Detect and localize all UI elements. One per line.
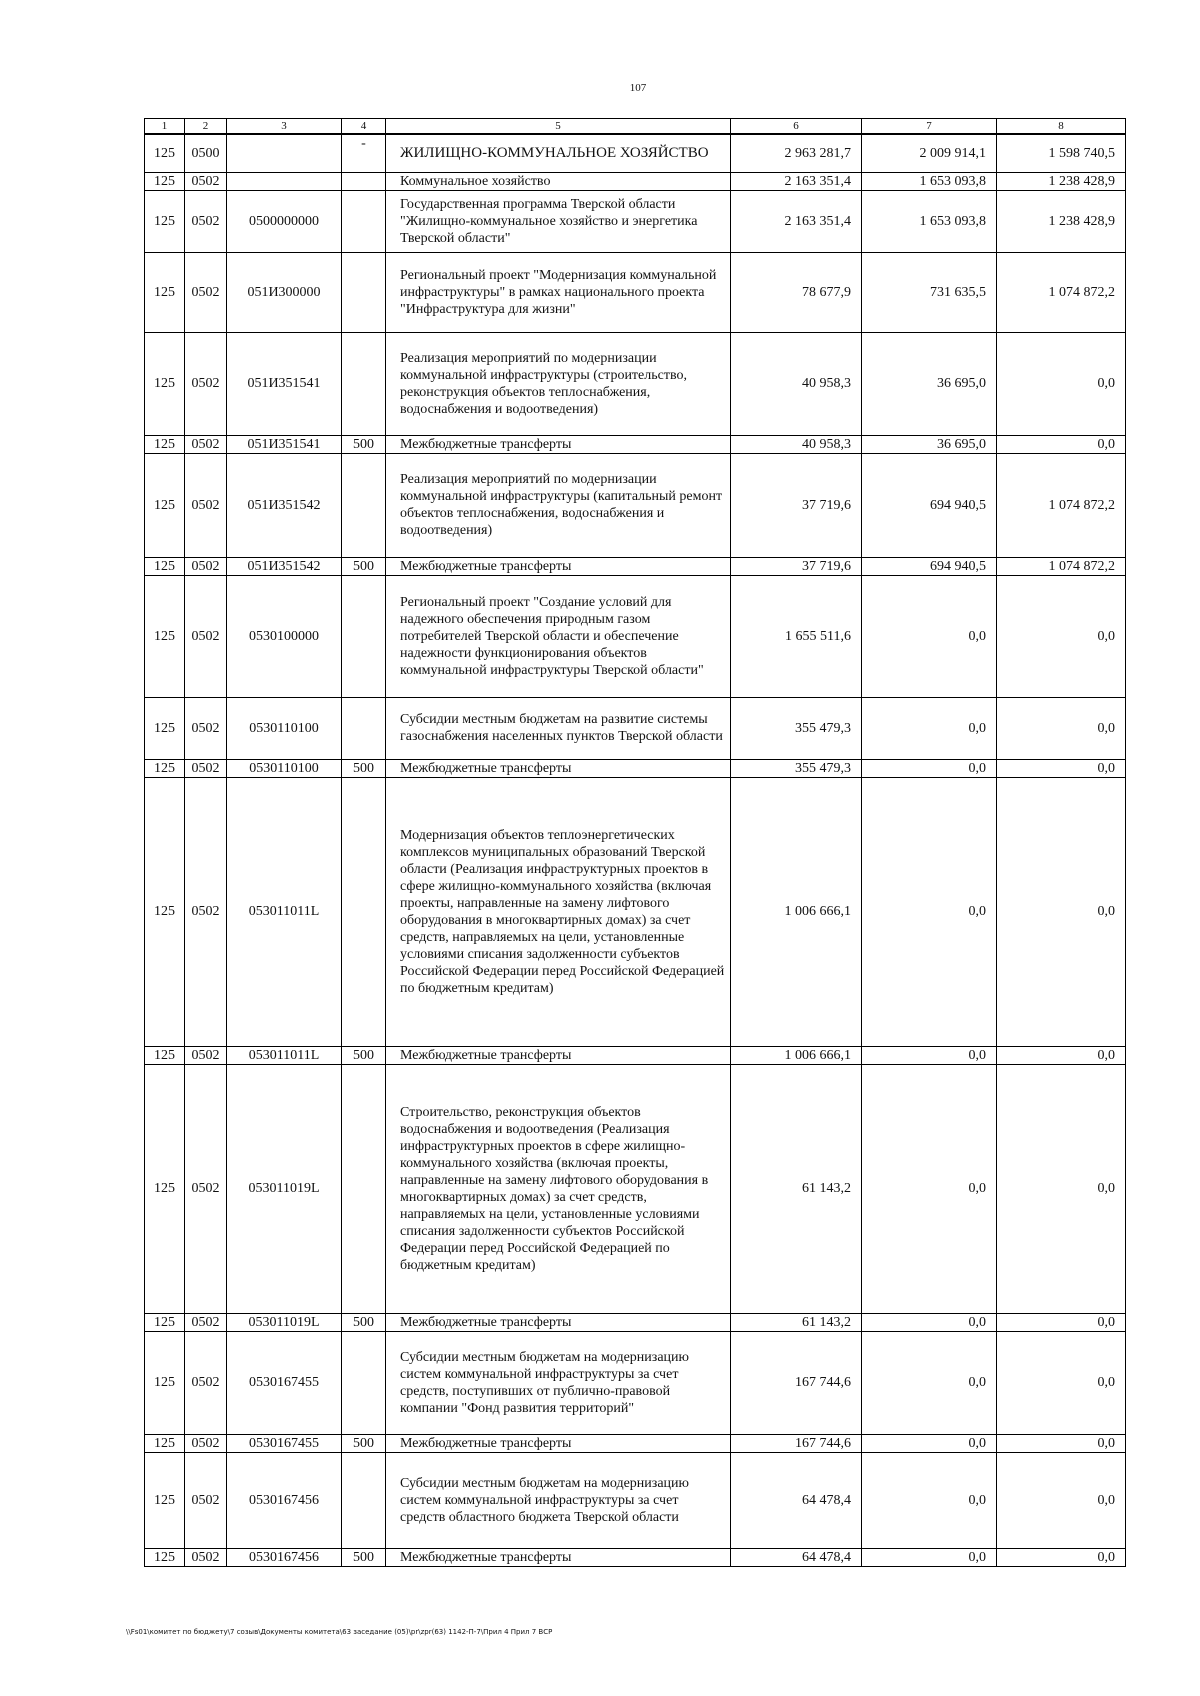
target-code-cell: 0530100000 xyxy=(227,575,342,697)
admin-code-cell: 125 xyxy=(145,172,185,190)
expense-type-cell: 500 xyxy=(342,435,386,453)
expense-type-cell: - xyxy=(342,134,386,172)
amount-year1-cell: 64 478,4 xyxy=(731,1452,862,1548)
amount-year3-cell: 1 074 872,2 xyxy=(997,453,1126,557)
amount-year1-cell: 40 958,3 xyxy=(731,332,862,435)
section-code-cell: 0502 xyxy=(185,1434,227,1452)
amount-year2-cell: 0,0 xyxy=(862,575,997,697)
item-name-cell: Коммунальное хозяйство xyxy=(386,172,731,190)
admin-code-cell: 125 xyxy=(145,1046,185,1064)
expense-type-cell: 500 xyxy=(342,557,386,575)
amount-year2-cell: 36 695,0 xyxy=(862,435,997,453)
table-row xyxy=(145,453,1126,557)
table-row xyxy=(145,1452,1126,1548)
amount-year1-cell: 78 677,9 xyxy=(731,252,862,332)
expense-type-cell xyxy=(342,777,386,1046)
amount-year3-cell: 0,0 xyxy=(997,575,1126,697)
amount-year3-cell: 0,0 xyxy=(997,1331,1126,1434)
target-code-cell: 051И351542 xyxy=(227,557,342,575)
item-name-cell: Межбюджетные трансферты xyxy=(386,1434,731,1452)
amount-year3-cell: 0,0 xyxy=(997,777,1126,1046)
admin-code-cell: 125 xyxy=(145,252,185,332)
amount-year1-cell: 2 163 351,4 xyxy=(731,190,862,252)
expense-type-cell: 500 xyxy=(342,1046,386,1064)
expense-type-cell: 500 xyxy=(342,1548,386,1566)
amount-year3-cell: 1 238 428,9 xyxy=(997,172,1126,190)
amount-year3-cell: 1 598 740,5 xyxy=(997,134,1126,172)
section-code-cell: 0502 xyxy=(185,697,227,759)
amount-year3-cell: 0,0 xyxy=(997,332,1126,435)
amount-year2-cell: 0,0 xyxy=(862,1452,997,1548)
table-row xyxy=(145,1046,1126,1064)
amount-year1-cell: 37 719,6 xyxy=(731,453,862,557)
item-name-cell: Субсидии местным бюджетам на модернизацию систем коммунальной инфраструктуры за счет средств областного бюджета Тверской области xyxy=(386,1452,731,1548)
expense-type-cell xyxy=(342,453,386,557)
expense-type-cell xyxy=(342,1064,386,1313)
table-row xyxy=(145,332,1126,435)
amount-year1-cell: 2 163 351,4 xyxy=(731,172,862,190)
amount-year1-cell: 1 006 666,1 xyxy=(731,777,862,1046)
target-code-cell: 053011011L xyxy=(227,777,342,1046)
amount-year1-cell: 1 655 511,6 xyxy=(731,575,862,697)
section-code-cell: 0502 xyxy=(185,1452,227,1548)
amount-year2-cell: 0,0 xyxy=(862,1548,997,1566)
amount-year2-cell: 694 940,5 xyxy=(862,557,997,575)
amount-year3-cell: 0,0 xyxy=(997,1046,1126,1064)
target-code-cell: 051И351541 xyxy=(227,332,342,435)
amount-year1-cell: 61 143,2 xyxy=(731,1064,862,1313)
item-name-cell: Межбюджетные трансферты xyxy=(386,1548,731,1566)
admin-code-cell: 125 xyxy=(145,453,185,557)
amount-year2-cell: 0,0 xyxy=(862,697,997,759)
expense-type-cell xyxy=(342,575,386,697)
table-row xyxy=(145,777,1126,1046)
section-code-cell: 0502 xyxy=(185,190,227,252)
column-header: 6 xyxy=(731,119,862,135)
section-code-cell: 0500 xyxy=(185,134,227,172)
amount-year1-cell: 355 479,3 xyxy=(731,697,862,759)
admin-code-cell: 125 xyxy=(145,435,185,453)
amount-year1-cell: 37 719,6 xyxy=(731,557,862,575)
admin-code-cell: 125 xyxy=(145,134,185,172)
expense-type-cell xyxy=(342,332,386,435)
admin-code-cell: 125 xyxy=(145,1452,185,1548)
expense-type-cell xyxy=(342,190,386,252)
section-code-cell: 0502 xyxy=(185,1548,227,1566)
amount-year3-cell: 0,0 xyxy=(997,1313,1126,1331)
table-row xyxy=(145,252,1126,332)
admin-code-cell: 125 xyxy=(145,759,185,777)
amount-year1-cell: 167 744,6 xyxy=(731,1331,862,1434)
amount-year1-cell: 64 478,4 xyxy=(731,1548,862,1566)
amount-year1-cell: 2 963 281,7 xyxy=(731,134,862,172)
expense-type-cell xyxy=(342,172,386,190)
admin-code-cell: 125 xyxy=(145,1313,185,1331)
item-name-cell: Субсидии местным бюджетам на развитие системы газоснабжения населенных пунктов Тверской области xyxy=(386,697,731,759)
expense-type-cell xyxy=(342,252,386,332)
admin-code-cell: 125 xyxy=(145,557,185,575)
amount-year2-cell: 0,0 xyxy=(862,759,997,777)
column-header: 7 xyxy=(862,119,997,135)
item-name-cell: Межбюджетные трансферты xyxy=(386,1046,731,1064)
target-code-cell xyxy=(227,134,342,172)
section-code-cell: 0502 xyxy=(185,1313,227,1331)
item-name-cell: Государственная программа Тверской области "Жилищно-коммунальное хозяйство и энергетика Тверской области" xyxy=(386,190,731,252)
target-code-cell: 0530167456 xyxy=(227,1548,342,1566)
admin-code-cell: 125 xyxy=(145,697,185,759)
target-code-cell: 0500000000 xyxy=(227,190,342,252)
item-name-cell: Реализация мероприятий по модернизации коммунальной инфраструктуры (строительство, реконструкция объектов теплоснабжения, водоснабжения и водоотведения) xyxy=(386,332,731,435)
expense-type-cell: 500 xyxy=(342,759,386,777)
item-name-cell: Межбюджетные трансферты xyxy=(386,557,731,575)
item-name-cell: ЖИЛИЩНО-КОММУНАЛЬНОЕ ХОЗЯЙСТВО xyxy=(386,134,731,172)
column-header: 3 xyxy=(227,119,342,135)
amount-year3-cell: 0,0 xyxy=(997,759,1126,777)
admin-code-cell: 125 xyxy=(145,1548,185,1566)
amount-year2-cell: 0,0 xyxy=(862,1064,997,1313)
page-number: 107 xyxy=(629,82,647,94)
section-code-cell: 0502 xyxy=(185,1064,227,1313)
table-row xyxy=(145,1548,1126,1566)
item-name-cell: Межбюджетные трансферты xyxy=(386,435,731,453)
target-code-cell: 051И351541 xyxy=(227,435,342,453)
target-code-cell: 051И300000 xyxy=(227,252,342,332)
amount-year3-cell: 0,0 xyxy=(997,697,1126,759)
admin-code-cell: 125 xyxy=(145,1331,185,1434)
amount-year3-cell: 0,0 xyxy=(997,1452,1126,1548)
expense-type-cell: 500 xyxy=(342,1313,386,1331)
expense-type-cell xyxy=(342,697,386,759)
amount-year3-cell: 0,0 xyxy=(997,1434,1126,1452)
amount-year2-cell: 0,0 xyxy=(862,1313,997,1331)
section-code-cell: 0502 xyxy=(185,1331,227,1434)
item-name-cell: Строительство, реконструкция объектов водоснабжения и водоотведения (Реализация инфраструктурных проектов в сфере жилищно-коммунального хозяйства (включая проекты, направленные на замену лифтового оборудования в многоквартирных домах) за счет средств, направляемых на цели, установленные условиями списания задолженности субъектов Российской Федерации перед Российской Федерацией по бюджетным кредитам) xyxy=(386,1064,731,1313)
table-row xyxy=(145,1064,1126,1313)
section-code-cell: 0502 xyxy=(185,777,227,1046)
budget-table xyxy=(144,118,1126,1567)
amount-year2-cell: 0,0 xyxy=(862,777,997,1046)
amount-year2-cell: 0,0 xyxy=(862,1331,997,1434)
amount-year2-cell: 731 635,5 xyxy=(862,252,997,332)
column-header: 5 xyxy=(386,119,731,135)
section-code-cell: 0502 xyxy=(185,1046,227,1064)
table-row xyxy=(145,575,1126,697)
amount-year2-cell: 36 695,0 xyxy=(862,332,997,435)
table-row xyxy=(145,134,1126,172)
item-name-cell: Реализация мероприятий по модернизации коммунальной инфраструктуры (капитальный ремонт объектов теплоснабжения, водоснабжения и водоотведения) xyxy=(386,453,731,557)
section-code-cell: 0502 xyxy=(185,557,227,575)
column-header: 2 xyxy=(185,119,227,135)
footer-file-path: \\Fs01\комитет по бюджету\7 созыв\Документы комитета\63 заседание (05)\pr\zpr(63) 1142-П-7\Прил 4 Прил 7 ВСР xyxy=(126,1628,553,1636)
amount-year2-cell: 694 940,5 xyxy=(862,453,997,557)
admin-code-cell: 125 xyxy=(145,190,185,252)
target-code-cell: 0530167455 xyxy=(227,1434,342,1452)
section-code-cell: 0502 xyxy=(185,332,227,435)
section-code-cell: 0502 xyxy=(185,453,227,557)
table-row xyxy=(145,1313,1126,1331)
section-code-cell: 0502 xyxy=(185,759,227,777)
amount-year3-cell: 0,0 xyxy=(997,1548,1126,1566)
amount-year2-cell: 1 653 093,8 xyxy=(862,190,997,252)
amount-year3-cell: 1 074 872,2 xyxy=(997,557,1126,575)
column-header: 8 xyxy=(997,119,1126,135)
amount-year2-cell: 2 009 914,1 xyxy=(862,134,997,172)
amount-year1-cell: 40 958,3 xyxy=(731,435,862,453)
item-name-cell: Межбюджетные трансферты xyxy=(386,1313,731,1331)
table-row xyxy=(145,1434,1126,1452)
amount-year2-cell: 0,0 xyxy=(862,1046,997,1064)
section-code-cell: 0502 xyxy=(185,172,227,190)
amount-year1-cell: 61 143,2 xyxy=(731,1313,862,1331)
target-code-cell: 053011019L xyxy=(227,1064,342,1313)
admin-code-cell: 125 xyxy=(145,332,185,435)
item-name-cell: Региональный проект "Создание условий для надежного обеспечения природным газом потребителей Тверской области и обеспечение надежности функционирования объектов коммунальной инфраструктуры Тверской области" xyxy=(386,575,731,697)
column-header: 4 xyxy=(342,119,386,135)
amount-year3-cell: 0,0 xyxy=(997,435,1126,453)
expense-type-cell xyxy=(342,1452,386,1548)
table-row xyxy=(145,1331,1126,1434)
admin-code-cell: 125 xyxy=(145,1434,185,1452)
admin-code-cell: 125 xyxy=(145,777,185,1046)
admin-code-cell: 125 xyxy=(145,575,185,697)
table-row xyxy=(145,190,1126,252)
item-name-cell: Региональный проект "Модернизация коммунальной инфраструктуры" в рамках национального проекта "Инфраструктура для жизни" xyxy=(386,252,731,332)
target-code-cell xyxy=(227,172,342,190)
amount-year3-cell: 1 074 872,2 xyxy=(997,252,1126,332)
target-code-cell: 0530110100 xyxy=(227,697,342,759)
target-code-cell: 053011019L xyxy=(227,1313,342,1331)
target-code-cell: 053011011L xyxy=(227,1046,342,1064)
item-name-cell: Субсидии местным бюджетам на модернизацию систем коммунальной инфраструктуры за счет средств, поступивших от публично-правовой компании "Фонд развития территорий" xyxy=(386,1331,731,1434)
table-row xyxy=(145,172,1126,190)
target-code-cell: 0530167455 xyxy=(227,1331,342,1434)
amount-year1-cell: 355 479,3 xyxy=(731,759,862,777)
target-code-cell: 0530110100 xyxy=(227,759,342,777)
section-code-cell: 0502 xyxy=(185,435,227,453)
amount-year3-cell: 1 238 428,9 xyxy=(997,190,1126,252)
item-name-cell: Межбюджетные трансферты xyxy=(386,759,731,777)
amount-year2-cell: 1 653 093,8 xyxy=(862,172,997,190)
expense-type-cell xyxy=(342,1331,386,1434)
item-name-cell: Модернизация объектов теплоэнергетических комплексов муниципальных образований Тверской области (Реализация инфраструктурных проектов в сфере жилищно-коммунального хозяйства (включая проекты, направленные на замену лифтового оборудования в многоквартирных домах) за счет средств, направляемых на цели, установленные условиями списания задолженности субъектов Российской Федерации перед Российской Федерацией по бюджетным кредитам) xyxy=(386,777,731,1046)
amount-year1-cell: 167 744,6 xyxy=(731,1434,862,1452)
column-header: 1 xyxy=(145,119,185,135)
table-row xyxy=(145,557,1126,575)
section-code-cell: 0502 xyxy=(185,575,227,697)
section-code-cell: 0502 xyxy=(185,252,227,332)
amount-year2-cell: 0,0 xyxy=(862,1434,997,1452)
table-row xyxy=(145,435,1126,453)
amount-year3-cell: 0,0 xyxy=(997,1064,1126,1313)
amount-year1-cell: 1 006 666,1 xyxy=(731,1046,862,1064)
table-row xyxy=(145,697,1126,759)
target-code-cell: 051И351542 xyxy=(227,453,342,557)
admin-code-cell: 125 xyxy=(145,1064,185,1313)
expense-type-cell: 500 xyxy=(342,1434,386,1452)
table-row xyxy=(145,759,1126,777)
column-header-row xyxy=(145,119,1126,135)
target-code-cell: 0530167456 xyxy=(227,1452,342,1548)
